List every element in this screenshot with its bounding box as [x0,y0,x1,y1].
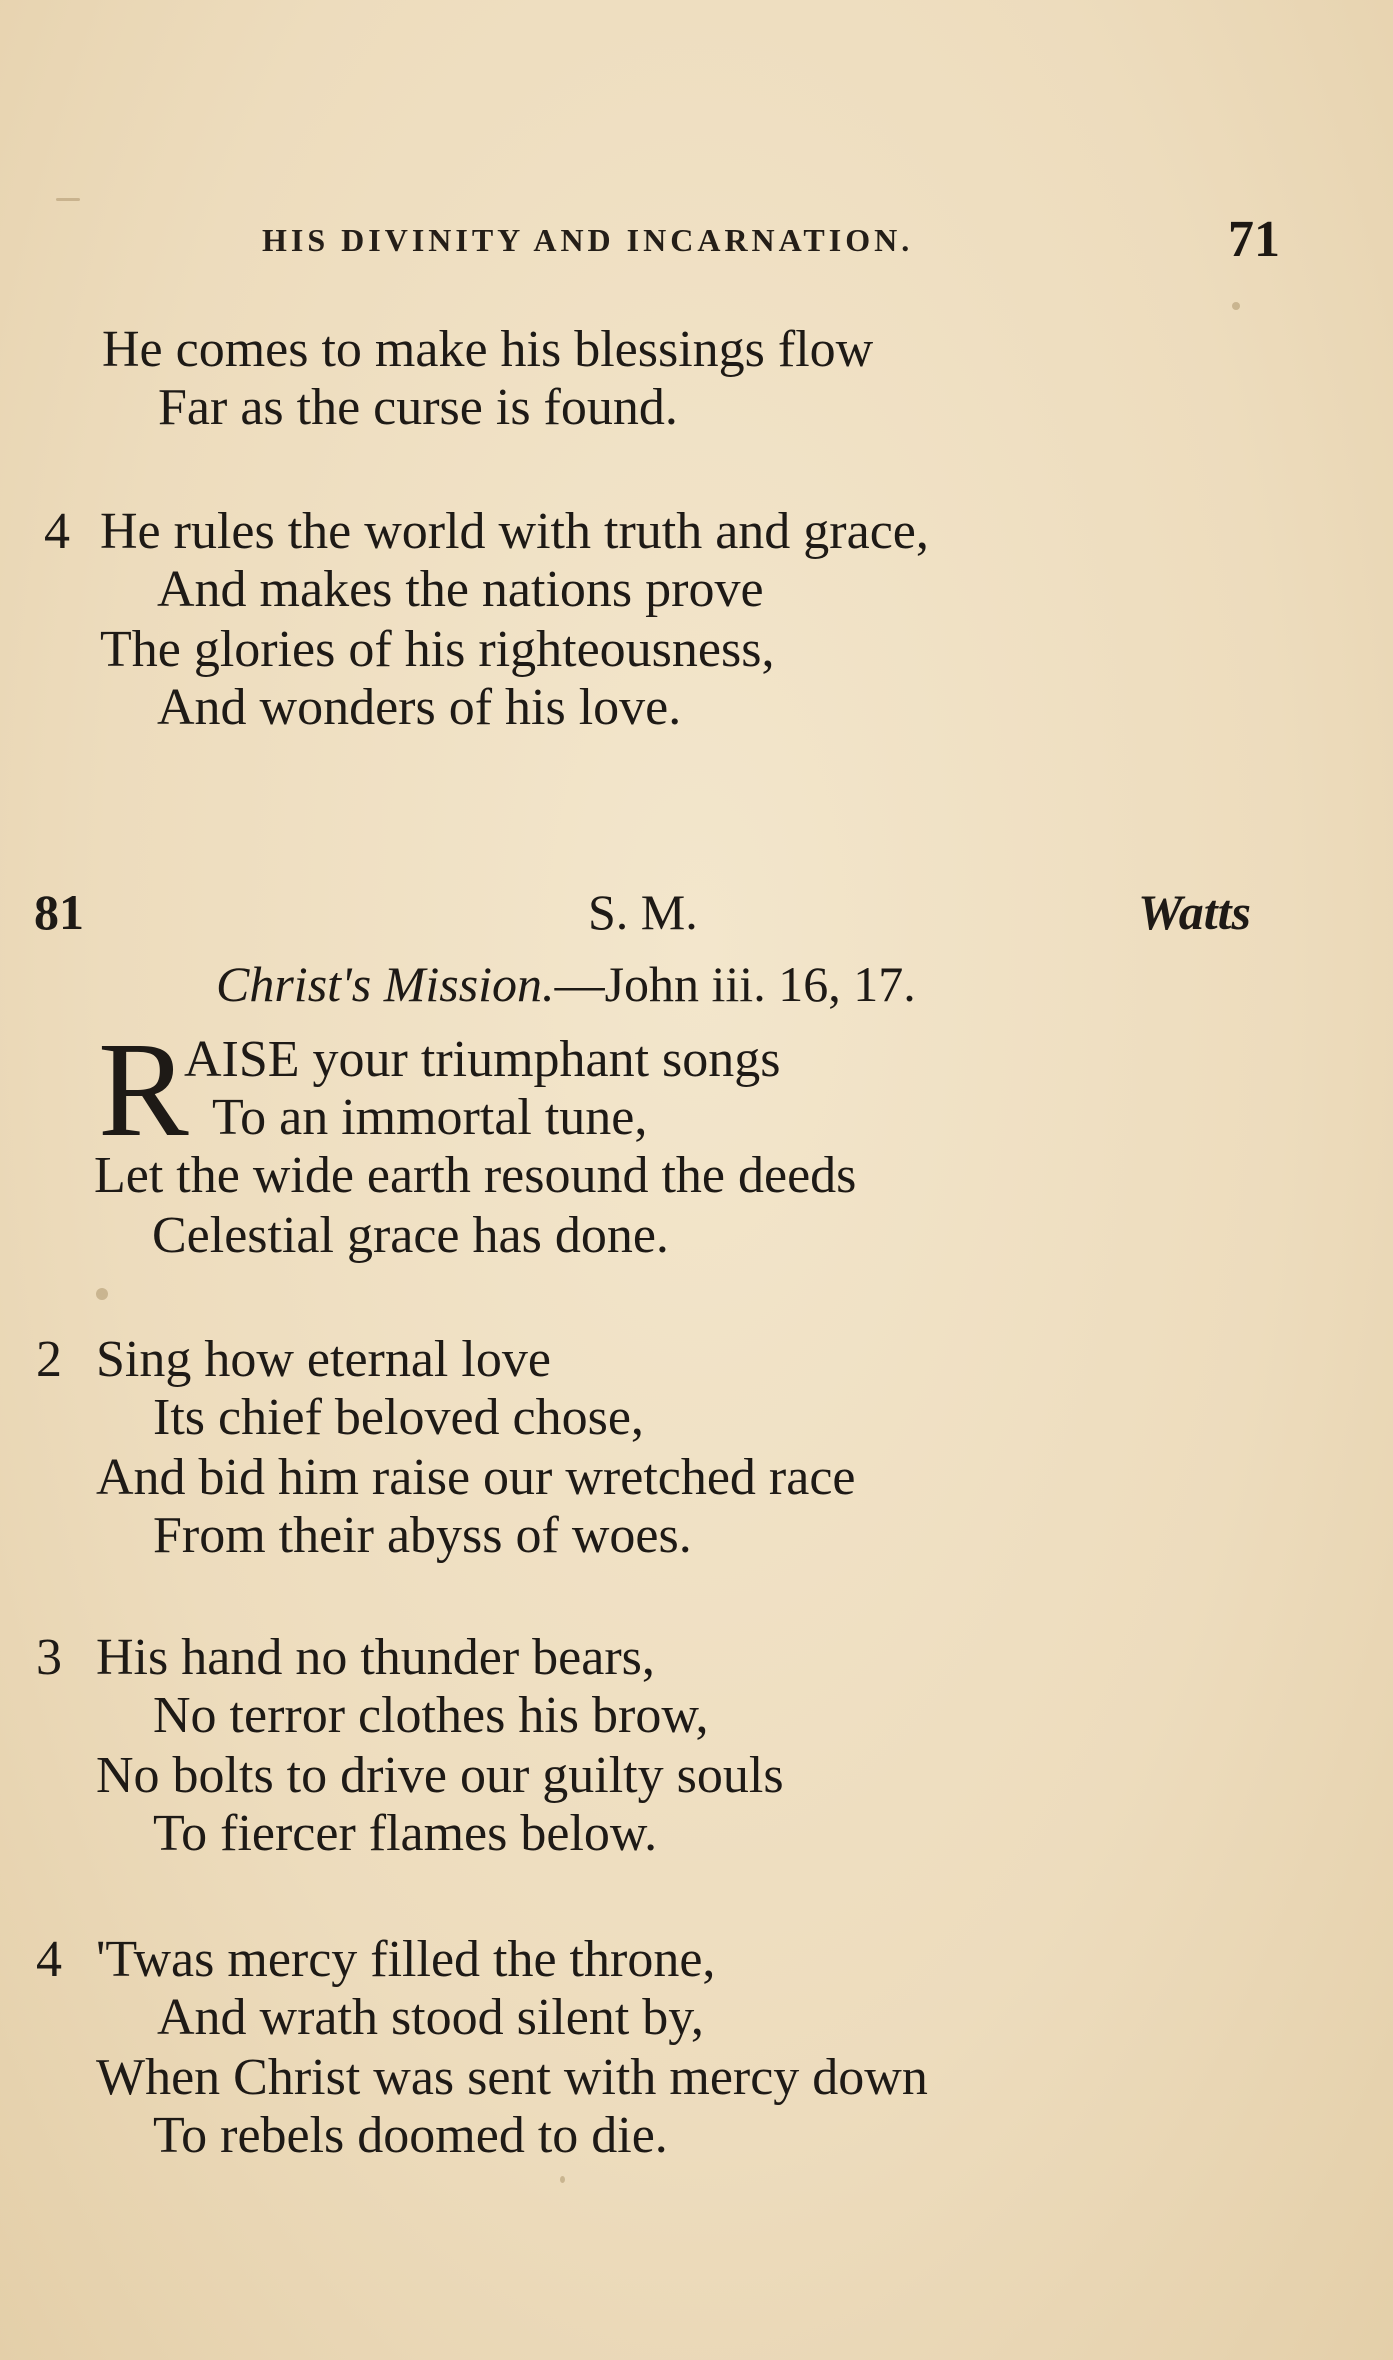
verse-line: Its chief beloved chose, [153,1389,644,1446]
verse-line: The glories of his righteousness, [100,621,775,678]
stanza-number: 4 [44,503,70,560]
verse-line: Let the wide earth resound the deeds [94,1147,857,1204]
paper-speck [1232,302,1240,310]
verse-line: He rules the world with truth and grace, [100,503,929,560]
verse-line: From their abyss of woes. [153,1507,692,1564]
verse-line: And wrath stood silent by, [157,1989,704,2046]
verse-line: Far as the curse is found. [158,379,678,436]
verse-line: His hand no thunder bears, [96,1629,655,1686]
verse-line: AISE your triumphant songs [184,1031,781,1088]
page-number: 71 [1228,211,1280,268]
hymn-subtitle [216,954,916,1014]
verse-line: To fiercer flames below. [153,1805,658,1862]
stanza-number: 4 [36,1931,62,1988]
hymn-subtitle-reference: —John iii. 16, 17. [554,956,916,1012]
verse-line: No bolts to drive our guilty souls [96,1747,784,1804]
paper-speck [56,198,80,201]
hymn-author: Watts [1138,884,1251,940]
verse-line: When Christ was sent with mercy down [96,2049,928,2106]
verse-line: And makes the nations prove [157,561,764,618]
verse-line: And bid him raise our wretched race [96,1449,856,1506]
verse-line: And wonders of his love. [157,679,682,736]
verse-line: To rebels doomed to die. [153,2107,668,2164]
paper-speck [96,1288,108,1300]
verse-line: No terror clothes his brow, [153,1687,709,1744]
paper-speck [560,2176,565,2183]
hymn-subtitle-title: Christ's Mission. [216,956,555,1012]
verse-line: Celestial grace has done. [152,1207,669,1264]
drop-cap: R [98,1015,189,1165]
stanza-number: 3 [36,1629,62,1686]
stanza-number: 2 [36,1331,62,1388]
running-head: HIS DIVINITY AND INCARNATION. [262,222,914,258]
verse-line: He comes to make his blessings flow [102,321,874,378]
hymn-number: 81 [34,884,84,940]
verse-line: To an immortal tune, [212,1089,648,1146]
hymn-meter: S. M. [588,884,698,940]
verse-line: 'Twas mercy filled the throne, [96,1931,716,1988]
verse-line: Sing how eternal love [96,1331,551,1388]
